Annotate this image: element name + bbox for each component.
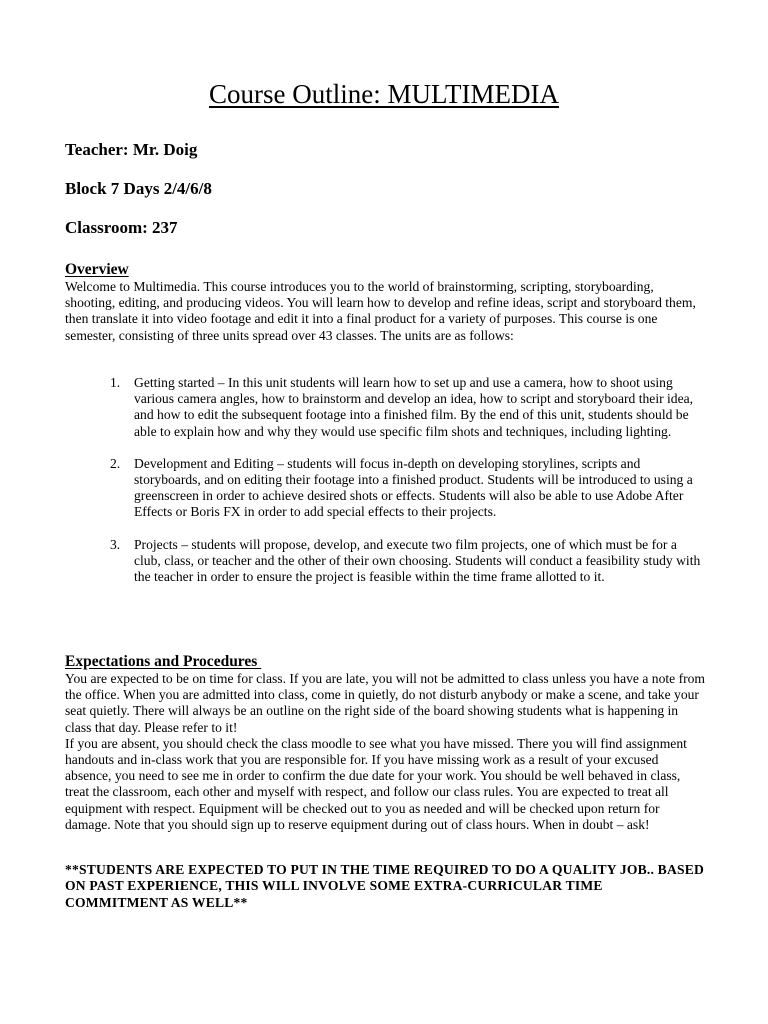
unit-number: 3.	[110, 536, 121, 552]
expectations-paragraph: You are expected to be on time for class. If you are late, you will not be admitted to class unless you have a note from the office. When you are admitted into class, come in quietly, do not disturb anybody or make a scene, and take your seat quietly. There will always be an outline on the right side of the board showing students what is happening in class that day. Please refer to it!	[65, 671, 705, 735]
overview-section	[65, 261, 705, 344]
overview-intro: Welcome to Multimedia. This course introduces you to the world of brainstorming, scripting, storyboarding, shooting, editing, and producing videos. You will learn how to develop and refine ideas, script and storyboard them, then translate it into video footage and edit it into a final product for a variety of purposes. This course is one semester, consisting of three units spread over 43 classes. The units are as follows:	[65, 279, 696, 343]
unit-text: Development and Editing – students will focus in-depth on developing storylines, scripts and storyboards, and on editing their footage into a finished product. Students will be introduced to using a greenscreen in order to achieve desired shots or effects. Students will also be able to use Adobe After Effects or Boris FX in order to add special effects to their projects.	[134, 455, 693, 520]
unit-number: 2.	[110, 455, 121, 471]
unit-number: 1.	[110, 375, 121, 390]
block-line: Block 7 Days 2/4/6/8	[65, 179, 212, 198]
expectations-paragraph: If you are absent, you should check the class moodle to see what you have missed. There you will find assignment handouts and in-class work that you are responsible for. If you have missing work as a result of your excused absence, you need to see me in order to confirm the due date for your work. You should be well behaved in class, treat the classroom, each other and myself with respect, and follow our class rules. You are expected to treat all equipment with respect. Equipment will be checked out to you as needed and will be checked upon return for damage. Note that you should sign up to reserve equipment during out of class hours. When in doubt – ask!	[65, 735, 687, 832]
unit-item	[110, 456, 706, 521]
time-commitment-notice: **STUDENTS ARE EXPECTED TO PUT IN THE TIME REQUIRED TO DO A QUALITY JOB.. BASED ON PAST EXPERIENCE, THIS WILL INVOLVE SOME EXTRA-CURRICULAR TIME COMMITMENT AS WELL**	[65, 862, 705, 910]
expectations-heading: Expectations and Procedures	[65, 653, 262, 670]
unit-item	[110, 375, 706, 440]
classroom-line: Classroom: 237	[65, 218, 178, 237]
unit-text: Getting started – In this unit students will learn how to set up and use a camera, how to shoot using various camera angles, how to brainstorm and develop an idea, how to script and storyboard their idea, and how to edit the subsequent footage into a finished film. By the end of this unit, students should be able to explain how and why they would use specific film shots and techniques, including lighting.	[134, 375, 694, 439]
unit-item	[110, 537, 706, 586]
teacher-line: Teacher: Mr. Doig	[65, 140, 198, 159]
expectations-section	[65, 653, 705, 833]
units-list	[110, 375, 706, 601]
unit-text: Projects – students will propose, develop, and execute two film projects, one of which must be for a club, class, or teacher and the other of their own choosing. Students will conduct a feasibility study with the teacher in order to ensure the project is feasible within the time frame allotted to it.	[134, 536, 701, 585]
page-title: Course Outline: MULTIMEDIA	[209, 79, 559, 109]
overview-heading: Overview	[65, 261, 129, 278]
